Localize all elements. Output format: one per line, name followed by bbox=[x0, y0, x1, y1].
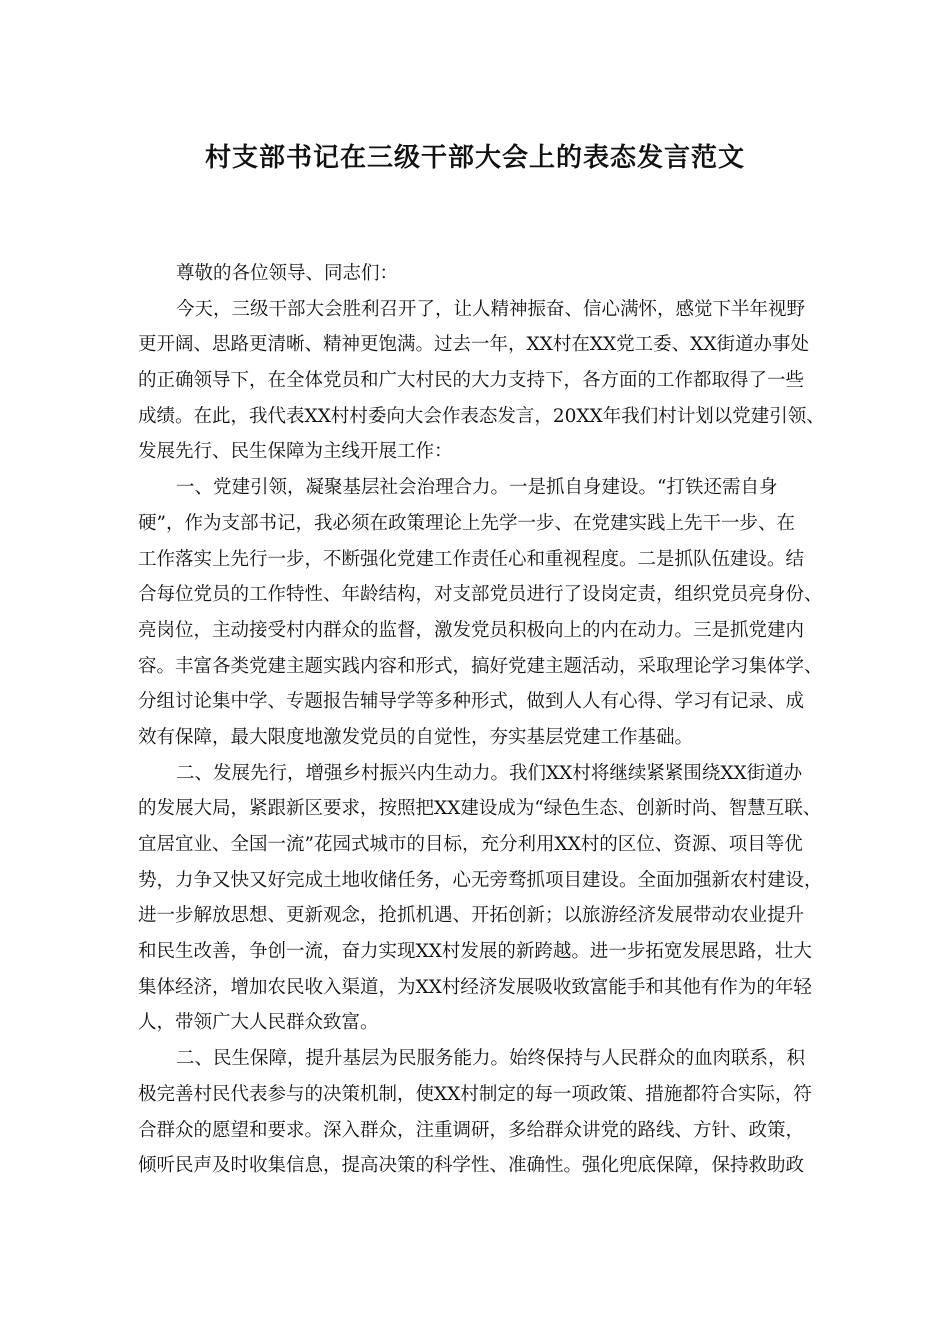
text-line: 二、发展先行，增强乡村振兴内生动力。我们XX村将继续紧紧围绕XX街道办 bbox=[176, 762, 803, 784]
text-line: 集体经济，增加农民收入渠道，为XX村经济发展吸收致富能手和其他有作为的年轻 bbox=[138, 976, 812, 998]
text-line: 一、党建引领，凝聚基层社会治理合力。一是抓自身建设。“打铁还需自身 bbox=[176, 477, 778, 499]
text-line: 更开阔、思路更清晰、精神更饱满。过去一年，XX村在XX党工委、XX街道办事处 bbox=[138, 334, 810, 356]
text-line: 发展先行、民生保障为主线开展工作： bbox=[138, 441, 453, 463]
text-line: 今天，三级干部大会胜利召开了，让人精神振奋、信心满怀，感觉下半年视野 bbox=[176, 298, 806, 320]
text-line: 宜居宜业、全国一流”花园式城市的目标，充分利用XX村的区位、资源、项目等优 bbox=[138, 834, 803, 855]
text-line: 亮岗位，主动接受村内群众的监督，激发党员积极向上的内在动力。三是抓党建内 bbox=[138, 619, 805, 641]
text-line: 分组讨论集中学、专题报告辅导学等多种形式，做到人人有心得、学习有记录、成 bbox=[138, 691, 805, 713]
text-line: 和民生改善，争创一流，奋力实现XX村发展的新跨越。进一步拓宽发展思路，壮大 bbox=[138, 941, 812, 963]
text-line: 容。丰富各类党建主题实践内容和形式，搞好党建主题活动，采取理论学习集体学、 bbox=[138, 655, 823, 677]
text-line: 尊敬的各位领导、同志们： bbox=[176, 263, 399, 284]
text-line: 合群众的愿望和要求。深入群众，注重调研，多给群众讲党的路线、方针、政策， bbox=[138, 1119, 805, 1141]
text-line: 极完善村民代表参与的决策机制，使XX村制定的每一项政策、措施都符合实际，符 bbox=[138, 1083, 812, 1105]
text-line: 人，带领广大人民群众致富。 bbox=[138, 1012, 379, 1034]
text-line: 势，力争又快又好完成土地收储任务，心无旁骛抓项目建设。全面加强新农村建设， bbox=[138, 869, 823, 891]
text-line: 的发展大局，紧跟新区要求，按照把XX建设成为“绿色生态、创新时尚、智慧互联、 bbox=[138, 798, 822, 820]
document-title: 村支部书记在三级干部大会上的表态发言范文 bbox=[204, 143, 745, 173]
text-line: 进一步解放思想、更新观念，抢抓机遇、开拓创新；以旅游经济发展带动农业提升 bbox=[138, 905, 805, 927]
text-line: 倾听民声及时收集信息，提高决策的科学性、准确性。强化兜底保障，保持救助政 bbox=[138, 1155, 805, 1177]
text-line: 工作落实上先行一步，不断强化党建工作责任心和重视程度。二是抓队伍建设。结 bbox=[138, 548, 805, 570]
text-line: 效有保障，最大限度地激发党员的自觉性，夯实基层党建工作基础。 bbox=[138, 726, 694, 748]
document-body bbox=[138, 256, 838, 1184]
text-line: 硬”，作为支部书记，我必须在政策理论上先学一步、在党建实践上先干一步、在 bbox=[138, 512, 795, 534]
text-line: 的正确领导下，在全体党员和广大村民的大力支持下，各方面的工作都取得了一些 bbox=[138, 370, 805, 392]
text-line: 合每位党员的工作特性、年龄结构，对支部党员进行了设岗定责，组织党员亮身份、 bbox=[138, 584, 823, 606]
text-line: 成绩。在此，我代表XX村村委向大会作表态发言，20XX年我们村计划以党建引领、 bbox=[138, 405, 825, 427]
text-line: 二、民生保障，提升基层为民服务能力。始终保持与人民群众的血肉联系，积 bbox=[176, 1048, 806, 1070]
